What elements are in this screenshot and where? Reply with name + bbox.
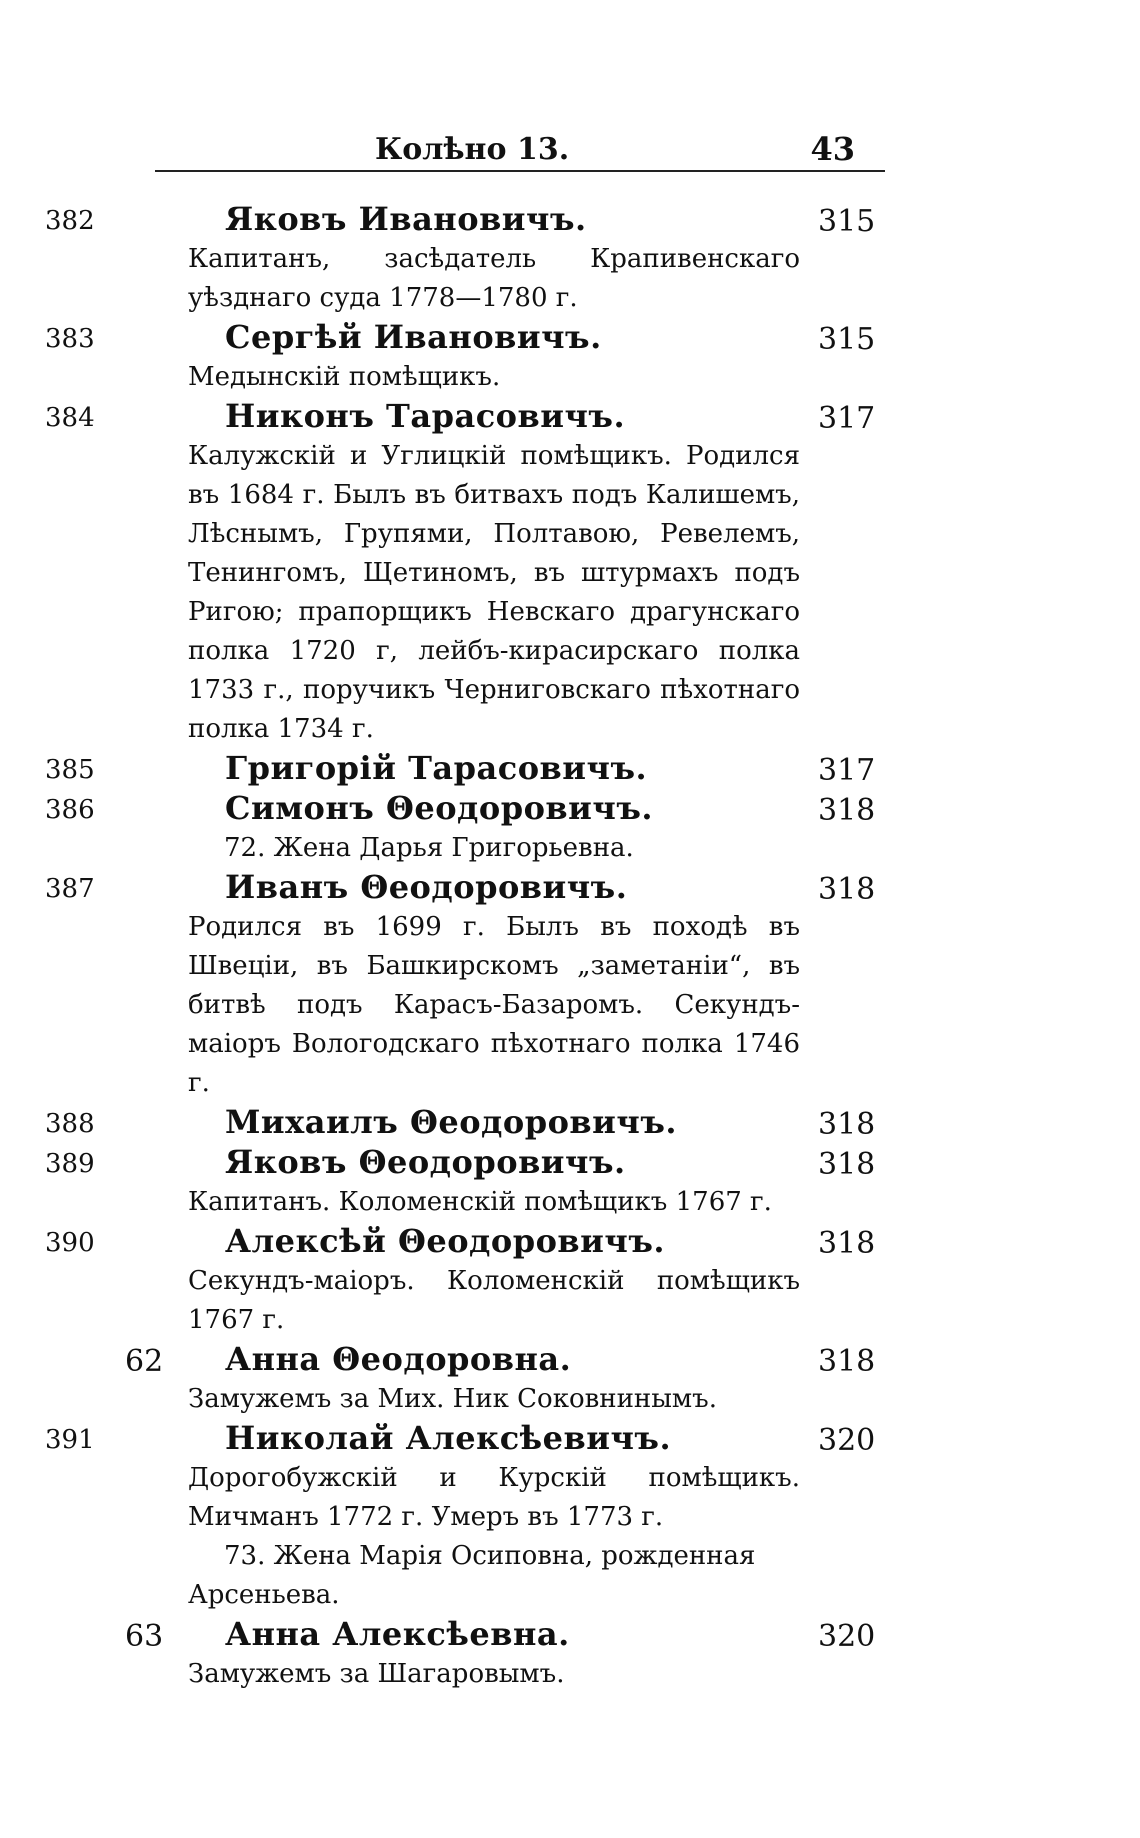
entry-number: 391 [45, 1425, 95, 1455]
person-name: Николай Алексѣевичъ. [225, 1419, 672, 1457]
entry-382 [0, 200, 1140, 318]
page-number: 43 [810, 130, 855, 168]
spouse-note: 73. Жена Марія Осиповна, рожденная Арсеньева. [188, 1541, 756, 1610]
person-name: Яковъ Θеодоровичъ. [225, 1143, 626, 1181]
page-reference: 317 [818, 401, 876, 436]
entry-number: 386 [45, 795, 95, 825]
entry-386 [0, 789, 1140, 868]
page-reference: 315 [818, 204, 876, 239]
page-reference: 318 [818, 1226, 876, 1261]
entry-description: Родился въ 1699 г. Былъ въ походѣ въ Швеціи, въ Башкирскомъ „заметаніи“, въ битвѣ подъ Карасъ-Базаромъ. Секундъ-маіоръ Вологодскаго пѣхотнаго полка 1746 г. [188, 912, 800, 1098]
entry-number: 382 [45, 206, 95, 236]
entry-description: Медынскій помѣщикъ. [188, 362, 501, 392]
entry-description: Капитанъ, засѣдатель Крапивенскаго уѣзднаго суда 1778—1780 г. [188, 244, 800, 313]
entry-63 [0, 1615, 1140, 1694]
entry-description: Замужемъ за Шагаровымъ. [188, 1659, 565, 1689]
entry-384 [0, 397, 1140, 749]
entry-number: 387 [45, 874, 95, 904]
page-header [155, 120, 885, 172]
entry-385 [0, 749, 1140, 789]
page-reference: 315 [818, 322, 876, 357]
spouse-note: 72. Жена Дарья Григорьевна. [224, 833, 634, 863]
entry-description: Секундъ-маіоръ. Коломенскій помѣщикъ 1767 г. [188, 1266, 800, 1335]
page-reference: 318 [818, 1147, 876, 1182]
page-reference: 320 [818, 1423, 876, 1458]
person-name: Алексѣй Θеодоровичъ. [225, 1222, 665, 1260]
entry-62 [0, 1340, 1140, 1419]
entry-number: 385 [45, 755, 95, 785]
entry-390 [0, 1222, 1140, 1340]
person-name: Михаилъ Θеодоровичъ. [225, 1103, 677, 1141]
header-rule [155, 170, 885, 172]
genealogy-entries [0, 200, 1140, 1694]
entry-number: 390 [45, 1228, 95, 1258]
page-reference: 318 [818, 872, 876, 907]
page-reference: 317 [818, 753, 876, 788]
person-name: Симонъ Θеодоровичъ. [225, 789, 653, 827]
page-reference: 320 [818, 1619, 876, 1654]
person-name: Иванъ Θеодоровичъ. [225, 868, 628, 906]
entry-391 [0, 1419, 1140, 1615]
running-title: Колѣно 13. [375, 132, 570, 167]
page-reference: 318 [818, 1344, 876, 1379]
person-name: Анна Θеодоровна. [225, 1340, 572, 1378]
page-reference: 318 [818, 793, 876, 828]
entry-388 [0, 1103, 1140, 1143]
person-name: Григорій Тарасовичъ. [225, 749, 648, 787]
entry-383 [0, 318, 1140, 397]
person-name: Яковъ Ивановичъ. [225, 200, 587, 238]
entry-number: 388 [45, 1109, 95, 1139]
person-name: Анна Алексѣевна. [225, 1615, 570, 1653]
entry-number: 62 [125, 1344, 164, 1379]
entry-description: Дорогобужскій и Курскій помѣщикъ. Мичманъ 1772 г. Умеръ въ 1773 г. [188, 1463, 800, 1532]
person-name: Сергѣй Ивановичъ. [225, 318, 602, 356]
entry-number: 63 [125, 1619, 164, 1654]
entry-description: Калужскій и Углицкій помѣщикъ. Родился въ 1684 г. Былъ въ битвахъ подъ Калишемъ, Лѣснымъ, Групями, Полтавою, Ревелемъ, Тенингомъ, Щетиномъ, въ штурмахъ подъ Ригою; прапорщикъ Невскаго драгунскаго полка 1720 г, лейбъ-кирасирскаго полка 1733 г., поручикъ Черниговскаго пѣхотнаго полка 1734 г. [188, 441, 800, 744]
entry-number: 384 [45, 403, 95, 433]
person-name: Никонъ Тарасовичъ. [225, 397, 626, 435]
entry-description: Замужемъ за Мих. Ник Соковнинымъ. [188, 1384, 717, 1414]
entry-389 [0, 1143, 1140, 1222]
page-reference: 318 [818, 1107, 876, 1142]
entry-number: 389 [45, 1149, 95, 1179]
entry-number: 383 [45, 324, 95, 354]
entry-387 [0, 868, 1140, 1103]
entry-description: Капитанъ. Коломенскій помѣщикъ 1767 г. [188, 1187, 772, 1217]
